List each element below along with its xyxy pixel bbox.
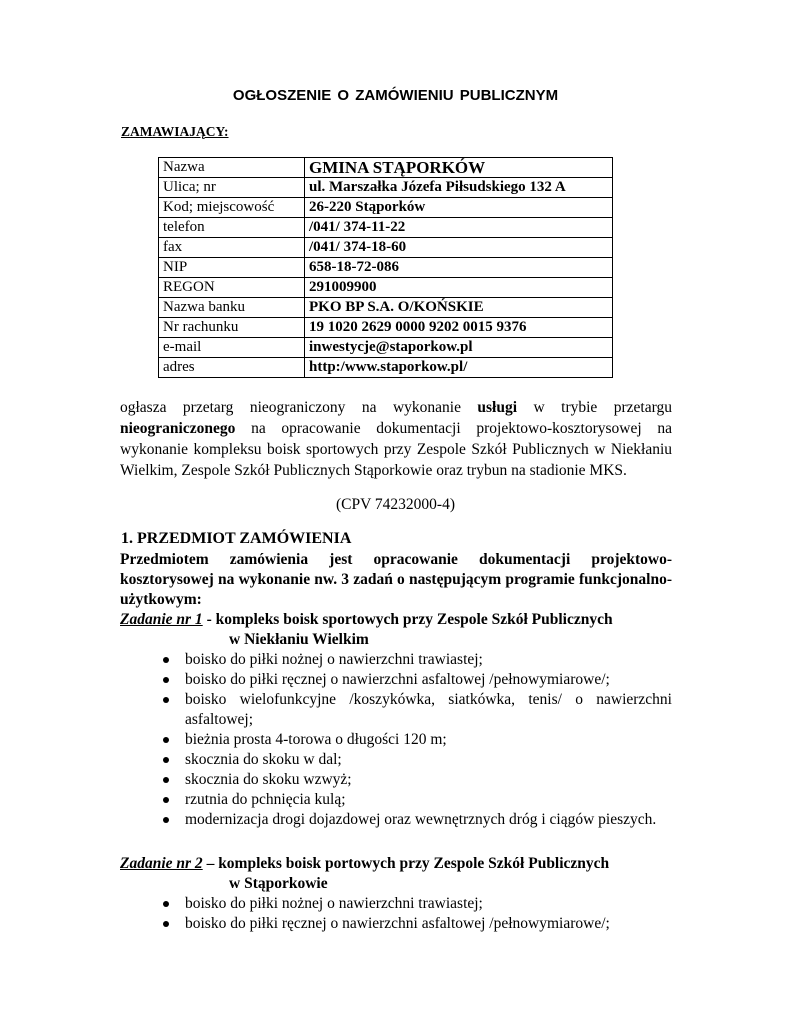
intro-text-1: ogłasza przetarg nieograniczony na wykonanie	[120, 399, 478, 416]
info-row	[159, 358, 613, 378]
info-key: REGON	[159, 278, 305, 298]
info-row	[159, 158, 613, 178]
info-row	[159, 278, 613, 298]
info-value: 291009900	[305, 278, 613, 298]
bullet-icon	[163, 677, 169, 683]
info-row	[159, 318, 613, 338]
info-key: Nazwa banku	[159, 298, 305, 318]
list-item-text: boisko do piłki ręcznej o nawierzchni asfaltowej /pełnowymiarowe/;	[185, 671, 610, 688]
list-item	[120, 730, 672, 750]
intro-text-3: na opracowanie dokumentacji projektowo-kosztorysowej na wykonanie kompleksu boisk sportowych przy Zespole Szkół Publicznych w Niekłaniu Wielkim, Zespole Szkół Publicznych Stąporkowie oraz trybun na stadionie MKS.	[120, 420, 672, 479]
intro-text-2: w trybie przetargu	[517, 399, 672, 416]
list-item	[120, 670, 672, 690]
info-row	[159, 178, 613, 198]
info-key: adres	[159, 358, 305, 378]
task-1-location: w Niekłaniu Wielkim	[229, 631, 369, 648]
list-item	[120, 650, 672, 670]
bullet-icon	[163, 797, 169, 803]
bullet-icon	[163, 737, 169, 743]
bullet-icon	[163, 901, 169, 907]
info-key: Nazwa	[159, 158, 305, 178]
task-1-title: - kompleks boisk sportowych przy Zespole Szkół Publicznych	[202, 611, 613, 628]
task-1-label: Zadanie nr 1	[120, 611, 203, 628]
info-row	[159, 218, 613, 238]
info-key: Nr rachunku	[159, 318, 305, 338]
bullet-icon	[163, 657, 169, 663]
info-value: PKO BP S.A. O/KOŃSKIE	[305, 298, 613, 318]
task-1-list	[120, 650, 672, 830]
list-item	[120, 810, 672, 830]
bullet-icon	[163, 817, 169, 823]
info-row	[159, 198, 613, 218]
bullet-icon	[163, 921, 169, 927]
document-title: OGŁOSZENIE O ZAMÓWIENIU PUBLICZNYM	[232, 87, 559, 104]
info-key: NIP	[159, 258, 305, 278]
contracting-authority-label: ZAMAWIAJĄCY:	[121, 124, 229, 139]
list-item-text: skocznia do skoku w dal;	[185, 751, 342, 768]
info-value: 26-220 Stąporków	[305, 198, 613, 218]
list-item-text: boisko do piłki nożnej o nawierzchni trawiastej;	[185, 895, 483, 912]
task-2-heading	[120, 854, 609, 894]
info-row	[159, 258, 613, 278]
info-value: /041/ 374-11-22	[305, 218, 613, 238]
list-item-text: boisko do piłki nożnej o nawierzchni trawiastej;	[185, 651, 483, 668]
section-heading: 1. PRZEDMIOT ZAMÓWIENIA	[121, 530, 352, 547]
info-value: GMINA STĄPORKÓW	[305, 158, 613, 178]
intro-bold-service: usługi	[477, 399, 518, 416]
list-item	[120, 770, 672, 790]
info-row	[159, 238, 613, 258]
bullet-icon	[163, 757, 169, 763]
list-item	[120, 690, 672, 730]
task-2-location: w Stąporkowie	[229, 875, 328, 892]
task-2-label: Zadanie nr 2	[120, 855, 203, 872]
info-value: 19 1020 2629 0000 9202 0015 9376	[305, 318, 613, 338]
info-value: ul. Marszałka Józefa Piłsudskiego 132 A	[305, 178, 613, 198]
list-item	[120, 914, 672, 934]
announcement-intro	[120, 397, 672, 481]
task-2-list	[120, 894, 672, 934]
info-key: telefon	[159, 218, 305, 238]
list-item-text: bieżnia prosta 4-torowa o długości 120 m;	[185, 731, 447, 748]
info-row	[159, 338, 613, 358]
list-item-text: skocznia do skoku wzwyż;	[185, 771, 352, 788]
section-lead: Przedmiotem zamówienia jest opracowanie dokumentacji projektowo-kosztorysowej na wykonanie nw. 3 zadań o następującym programie funkcjonalno-użytkowym:	[120, 551, 672, 608]
info-value: /041/ 374-18-60	[305, 238, 613, 258]
info-key: fax	[159, 238, 305, 258]
task-2-title: – kompleks boisk portowych przy Zespole Szkół Publicznych	[202, 855, 610, 872]
info-row	[159, 298, 613, 318]
info-key: e-mail	[159, 338, 305, 358]
list-item-text: modernizacja drogi dojazdowej oraz wewnętrznych dróg i ciągów pieszych.	[185, 811, 657, 828]
info-value: 658-18-72-086	[305, 258, 613, 278]
info-value: http:/www.staporkow.pl/	[305, 358, 613, 378]
intro-bold-unlimited: nieograniczonego	[120, 420, 236, 437]
list-item-text: rzutnia do pchnięcia kulą;	[185, 791, 346, 808]
list-item	[120, 750, 672, 770]
info-key: Kod; miejscowość	[159, 198, 305, 218]
cpv-code: (CPV 74232000-4)	[336, 496, 455, 513]
list-item-text: boisko wielofunkcyjne /koszykówka, siatkówka, tenis/ o nawierzchni asfaltowej;	[185, 691, 672, 728]
contracting-authority-table	[158, 157, 613, 378]
list-item	[120, 790, 672, 810]
info-value: inwestycje@staporkow.pl	[305, 338, 613, 358]
list-item-text: boisko do piłki ręcznej o nawierzchni asfaltowej /pełnowymiarowe/;	[185, 915, 610, 932]
info-key: Ulica; nr	[159, 178, 305, 198]
bullet-icon	[163, 697, 169, 703]
bullet-icon	[163, 777, 169, 783]
task-1-heading	[120, 610, 613, 650]
list-item	[120, 894, 672, 914]
